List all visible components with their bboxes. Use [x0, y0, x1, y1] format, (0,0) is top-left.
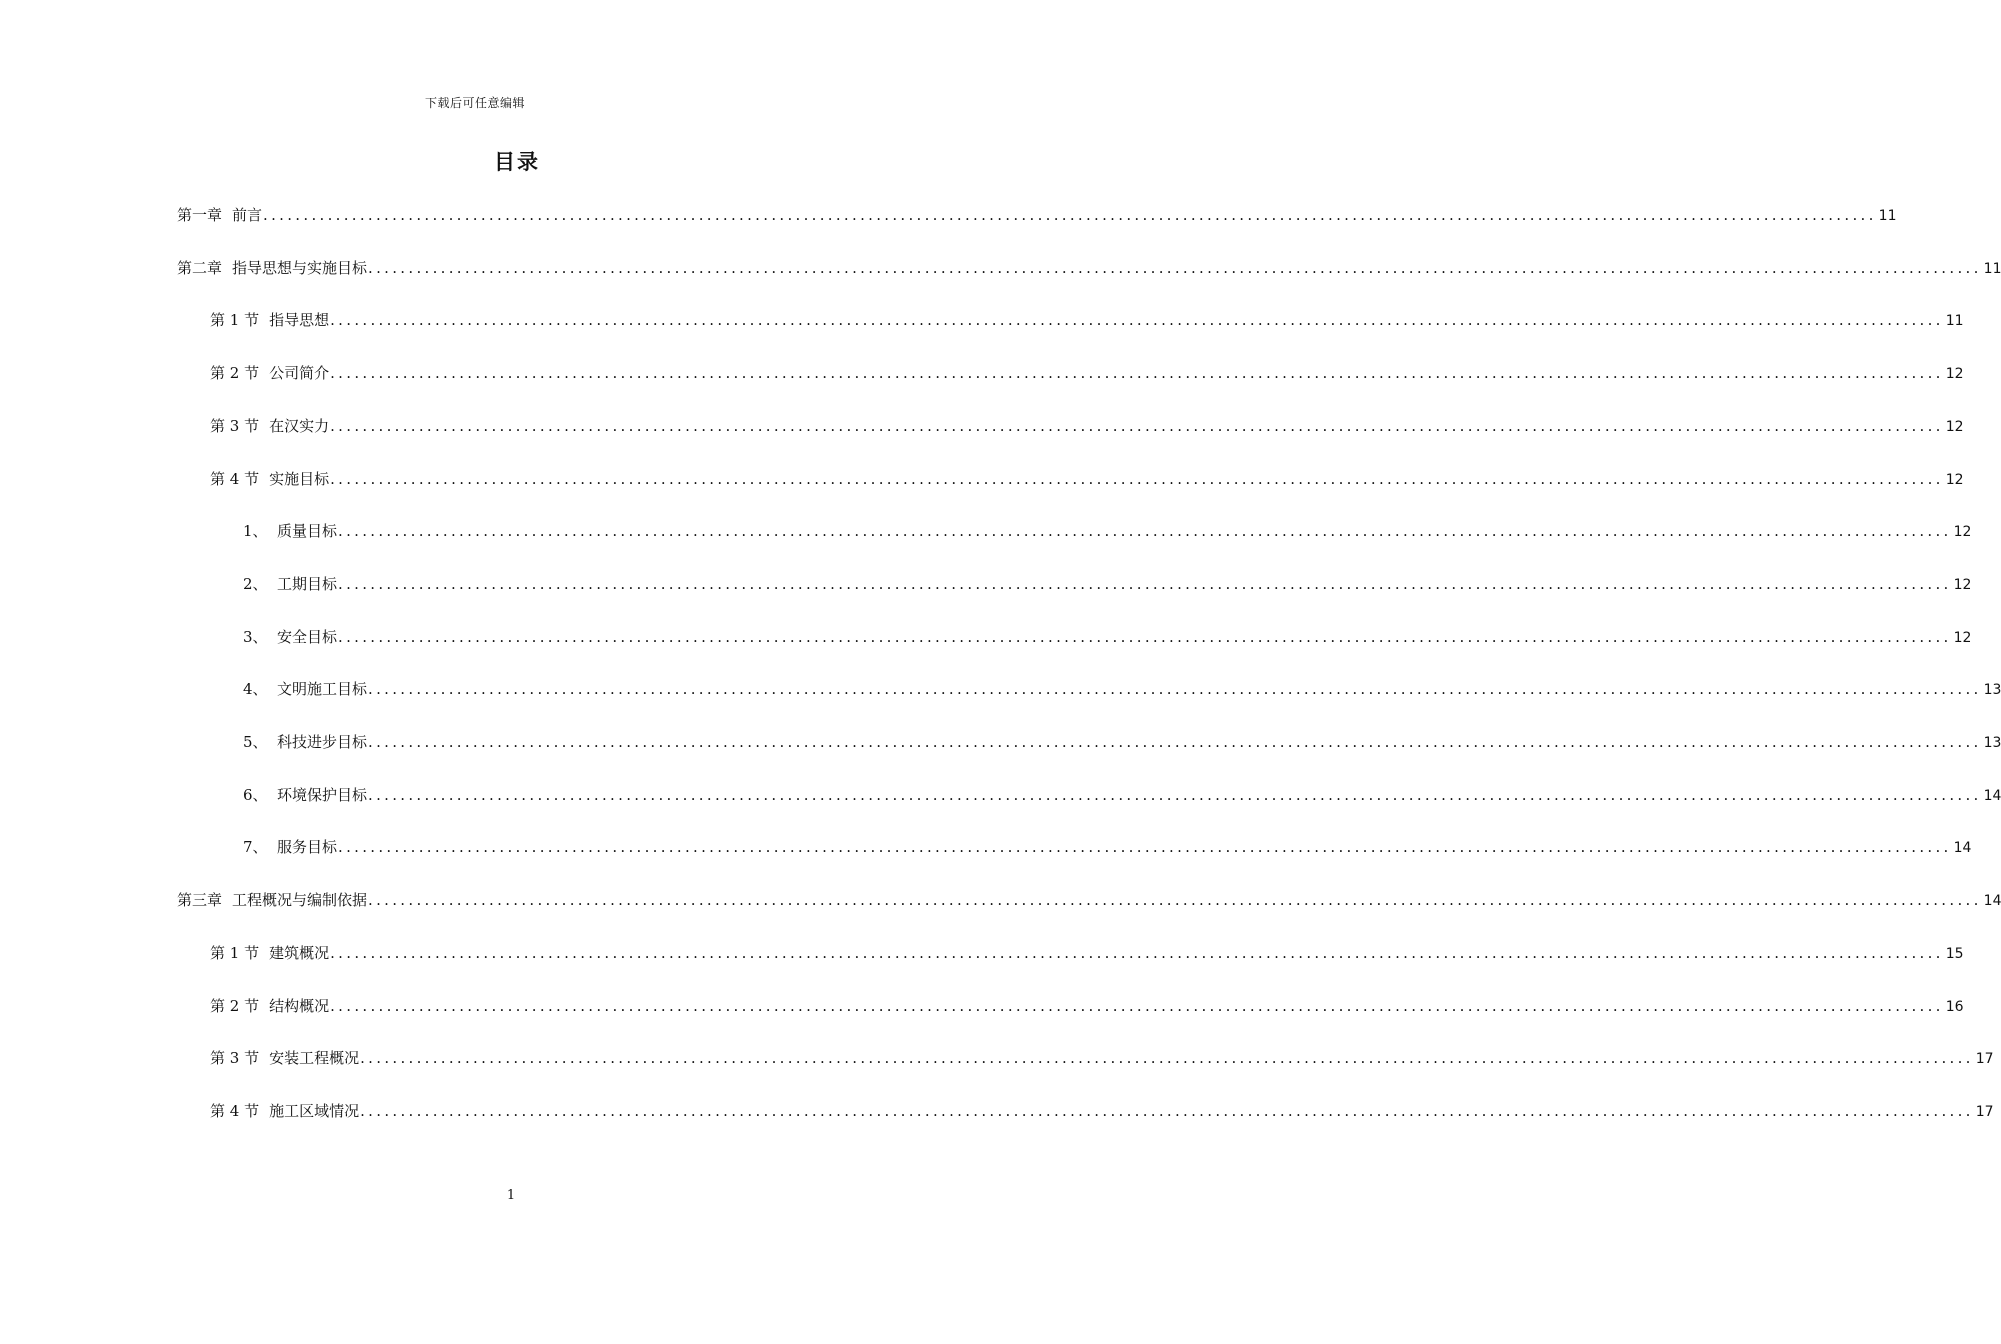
toc-entry[interactable]	[210, 309, 1964, 331]
toc-dot-leader: ........................................................................................................................................................................................................	[338, 627, 1952, 646]
toc-entry-number: 5、	[243, 733, 268, 751]
toc-entry-number: 6、	[243, 785, 268, 804]
toc-entry-title: 质量目标	[277, 522, 338, 541]
toc-dot-leader: ........................................................................................................................................................................................................	[368, 680, 1982, 699]
toc-entry[interactable]	[177, 204, 1897, 226]
toc-entry[interactable]	[210, 1100, 1994, 1122]
toc-entry-number: 3、	[243, 627, 268, 646]
page-header-note: 下载后可任意编辑	[424, 96, 525, 110]
toc-entry-number: 第 2 节	[210, 996, 260, 1015]
toc-entry-number: 1、	[243, 522, 268, 541]
toc-entry-page: 17	[1975, 1103, 1994, 1120]
toc-entry-page: 14	[1953, 840, 1972, 857]
toc-entry-number: 第 3 节	[210, 1049, 260, 1068]
toc-entry-page: 12	[1945, 418, 1964, 435]
toc-entry-page: 14	[1983, 893, 2001, 910]
toc-entry[interactable]	[177, 257, 2001, 279]
toc-entry[interactable]	[243, 836, 1972, 858]
toc-entry-page: 11	[1983, 260, 2001, 277]
toc-entry-number: 第 1 节	[210, 311, 260, 330]
toc-entry-page: 12	[1953, 576, 1972, 593]
toc-dot-leader: ........................................................................................................................................................................................................	[368, 733, 1982, 751]
toc-dot-leader: ........................................................................................................................................................................................................	[338, 522, 1952, 541]
toc-entry[interactable]	[243, 520, 1972, 542]
toc-entry-page: 17	[1975, 1051, 1994, 1068]
toc-entry[interactable]	[210, 942, 1964, 964]
toc-entry-page: 16	[1945, 998, 1964, 1015]
toc-entry-title: 安装工程概况	[269, 1049, 360, 1068]
toc-entry-number: 4、	[243, 680, 268, 699]
toc-entry[interactable]	[243, 573, 1972, 595]
toc-dot-leader: ........................................................................................................................................................................................................	[330, 469, 1944, 488]
toc-entry-title: 文明施工目标	[277, 680, 368, 699]
toc-dot-leader: ........................................................................................................................................................................................................	[360, 1049, 1974, 1068]
toc-entry-number: 7、	[243, 838, 268, 857]
toc-entry[interactable]	[210, 995, 1964, 1017]
toc-entry[interactable]	[243, 731, 2001, 753]
toc-entry-number: 第 4 节	[210, 469, 260, 488]
toc-entry-number: 第 1 节	[210, 943, 260, 962]
toc-entry-page: 12	[1953, 629, 1972, 646]
toc-entry-number: 第二章	[177, 258, 223, 277]
toc-entry-page: 12	[1945, 366, 1964, 383]
toc-entry-title: 前言	[232, 206, 263, 224]
page-number: 1	[506, 1188, 516, 1203]
toc-entry-number: 第 2 节	[210, 364, 260, 383]
toc-entry-title: 工程概况与编制依据	[232, 891, 368, 910]
toc-dot-leader: ........................................................................................................................................................................................................	[368, 891, 1982, 910]
toc-dot-leader: ........................................................................................................................................................................................................	[330, 311, 1944, 330]
toc-entry-number: 第三章	[177, 891, 223, 910]
toc-entry-number: 第一章	[177, 206, 223, 224]
toc-entry-title: 科技进步目标	[277, 733, 368, 751]
toc-entry-title: 公司简介	[269, 364, 330, 383]
toc-entry-title: 安全目标	[277, 627, 338, 646]
toc-entry[interactable]	[210, 415, 1964, 437]
toc-entry[interactable]	[210, 362, 1964, 384]
toc-entry-title: 指导思想	[269, 311, 330, 330]
toc-dot-leader: ........................................................................................................................................................................................................	[330, 416, 1944, 435]
toc-dot-leader: ........................................................................................................................................................................................................	[368, 785, 1982, 804]
toc-entry-title: 指导思想与实施目标	[232, 258, 368, 277]
toc-entry-page: 11	[1878, 208, 1897, 224]
toc-dot-leader: ........................................................................................................................................................................................................	[330, 364, 1944, 383]
toc-dot-leader: ........................................................................................................................................................................................................	[338, 574, 1952, 593]
toc-dot-leader: ........................................................................................................................................................................................................	[263, 206, 1877, 224]
toc-entry-title: 在汉实力	[269, 416, 330, 435]
toc-entry-page: 14	[1983, 787, 2001, 804]
toc-entry-title: 结构概况	[269, 996, 330, 1015]
toc-entry-page: 15	[1945, 945, 1964, 962]
toc-entry-title: 环境保护目标	[277, 785, 368, 804]
toc-entry-title: 施工区域情况	[269, 1101, 360, 1120]
toc-entry[interactable]	[243, 678, 2001, 700]
toc-entry-page: 13	[1983, 682, 2001, 699]
toc-entry-page: 12	[1953, 524, 1972, 541]
toc-entry-title: 服务目标	[277, 838, 338, 857]
toc-entry[interactable]	[177, 889, 2001, 911]
toc-entry-number: 第 3 节	[210, 416, 260, 435]
toc-entry-page: 13	[1983, 735, 2001, 751]
toc-entry[interactable]	[210, 468, 1964, 490]
toc-entry[interactable]	[243, 784, 2001, 806]
toc-dot-leader: ........................................................................................................................................................................................................	[368, 258, 1982, 277]
toc-dot-leader: ........................................................................................................................................................................................................	[330, 943, 1944, 962]
toc-title: 目录	[494, 149, 540, 174]
toc-entry-title: 实施目标	[269, 469, 330, 488]
toc-dot-leader: ........................................................................................................................................................................................................	[360, 1101, 1974, 1120]
toc-entry[interactable]	[243, 626, 1972, 648]
toc-entry-title: 建筑概况	[269, 943, 330, 962]
toc-entry-page: 11	[1945, 313, 1964, 330]
toc-entry-number: 2、	[243, 574, 268, 593]
toc-entry-number: 第 4 节	[210, 1101, 260, 1120]
toc-entry-title: 工期目标	[277, 574, 338, 593]
toc-entry[interactable]	[210, 1047, 1994, 1069]
toc-entry-page: 12	[1945, 471, 1964, 488]
toc-dot-leader: ........................................................................................................................................................................................................	[338, 838, 1952, 857]
toc-dot-leader: ........................................................................................................................................................................................................	[330, 996, 1944, 1015]
